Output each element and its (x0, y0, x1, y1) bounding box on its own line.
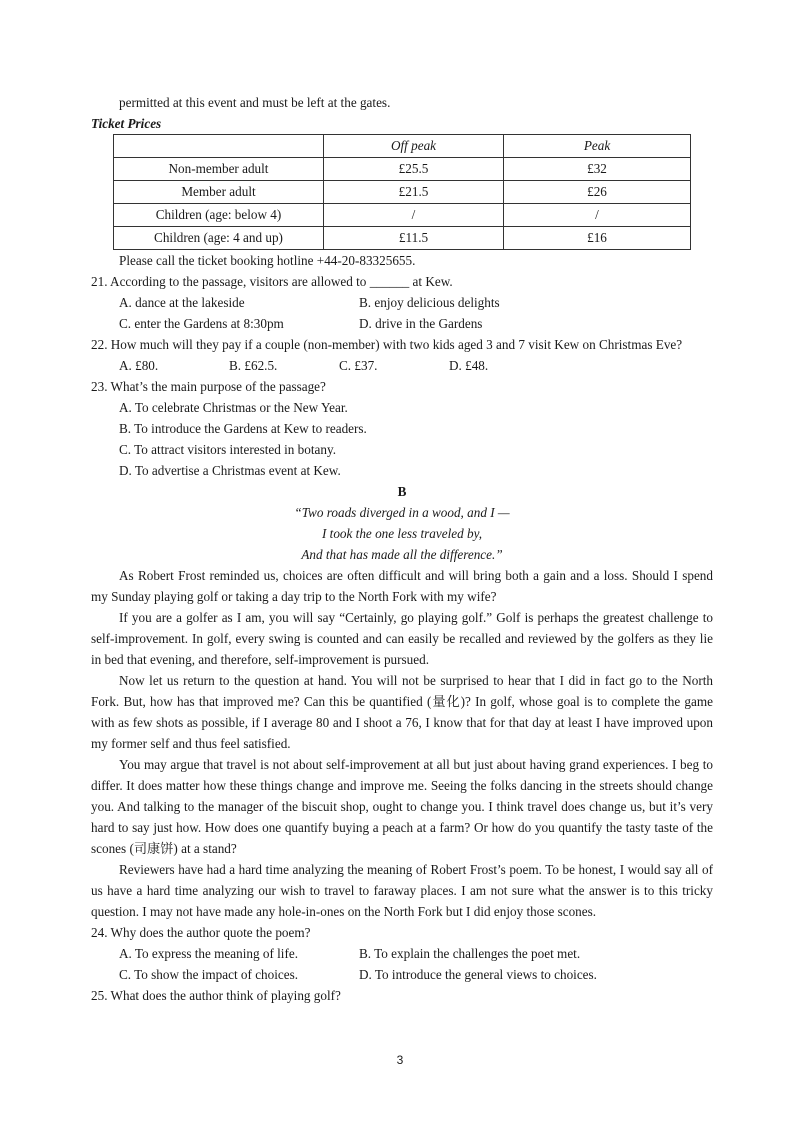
table-cell: £26 (504, 181, 691, 204)
table-cell: £32 (504, 158, 691, 181)
option-c[interactable]: C. £37. (339, 358, 378, 373)
exam-page (91, 92, 713, 1006)
poem-line: I took the one less traveled by, (321, 526, 483, 541)
option-a[interactable]: A. dance at the lakeside (119, 295, 245, 310)
poem-line: “Two roads diverged in a wood, and I — (294, 505, 510, 520)
passage-paragraph: You may argue that travel is not about self-improvement at all but just about having grand experiences. I beg to differ. It does matter how these things change and improve me. Seeing the folks dancing in the streets should change you. And talking to the manager of the biscuit shop, ought to change you. I think travel does change us, but it’s very hard to say just how. How does one quantify buying a peach at a farm? Or how do you quantify the tasty taste of the scones (司康饼) at a stand? (91, 757, 713, 856)
option-b[interactable]: B. enjoy delicious delights (359, 295, 500, 310)
passage-paragraph: If you are a golfer as I am, you will say “Certainly, go playing golf.” Golf is perhaps the greatest challenge to self-improvement. In golf, every swing is counted and can easily be recalled and reviewed by the golfers as they lie in bed that evening, and therefore, self-improvement is pursued. (91, 610, 713, 667)
hotline-note: Please call the ticket booking hotline +44-20-83325655. (119, 253, 416, 268)
table-cell: Children (age: 4 and up) (114, 227, 324, 250)
table-row (114, 181, 691, 204)
poem-line: And that has made all the difference.” (301, 547, 503, 562)
question-21-options-row-2 (91, 313, 713, 334)
table-cell: Non-member adult (114, 158, 324, 181)
question-25-stem: 25. What does the author think of playing golf? (91, 988, 341, 1003)
table-header-cell (114, 135, 324, 158)
question-24-options-row-1 (91, 943, 713, 964)
table-row (114, 227, 691, 250)
passage-paragraph: As Robert Frost reminded us, choices are often difficult and will bring both a gain and a loss. Should I spend my Sunday playing golf or taking a day trip to the North Fork with my wife? (91, 568, 713, 604)
option-b[interactable]: B. £62.5. (229, 358, 278, 373)
option-b[interactable]: B. To introduce the Gardens at Kew to readers. (119, 421, 367, 436)
option-d[interactable]: D. To advertise a Christmas event at Kew. (119, 463, 341, 478)
table-row (114, 158, 691, 181)
option-d[interactable]: D. drive in the Gardens (359, 316, 483, 331)
option-c[interactable]: C. To attract visitors interested in botany. (119, 442, 336, 457)
table-header-row (114, 135, 691, 158)
ticket-prices-table (113, 134, 691, 250)
option-b[interactable]: B. To explain the challenges the poet met. (359, 946, 581, 961)
table-cell: £16 (504, 227, 691, 250)
question-24-options-row-2 (91, 964, 713, 985)
table-cell: / (504, 204, 691, 227)
question-21-options-row-1 (91, 292, 713, 313)
option-d[interactable]: D. To introduce the general views to choices. (359, 967, 597, 982)
table-cell: £25.5 (324, 158, 504, 181)
section-b-label: B (397, 484, 407, 499)
intro-continuation: permitted at this event and must be left at the gates. (119, 95, 391, 110)
table-cell: Children (age: below 4) (114, 204, 324, 227)
table-header-cell: Off peak (324, 135, 504, 158)
page-number: 3 (396, 1053, 404, 1067)
table-cell: £21.5 (324, 181, 504, 204)
option-c[interactable]: C. enter the Gardens at 8:30pm (119, 316, 284, 331)
option-a[interactable]: A. To express the meaning of life. (119, 946, 299, 961)
question-21-stem: 21. According to the passage, visitors are allowed to ______ at Kew. (91, 274, 453, 289)
option-d[interactable]: D. £48. (449, 358, 489, 373)
option-a[interactable]: A. £80. (119, 358, 159, 373)
question-22-options (91, 355, 713, 376)
option-c[interactable]: C. To show the impact of choices. (119, 967, 299, 982)
question-22-stem: 22. How much will they pay if a couple (non-member) with two kids aged 3 and 7 visit Kew on Christmas Eve? (91, 337, 683, 352)
table-row (114, 204, 691, 227)
table-cell: £11.5 (324, 227, 504, 250)
passage-paragraph: Now let us return to the question at hand. You will not be surprised to hear that I did in fact go to the North Fork. But, how has that improved me? Can this be quantified (量化)? In golf, whose goal is to complete the game with as few shots as possible, if I average 80 and I shoot a 76, I know that for that day at least I have improved upon my former self and thus feel satisfied. (91, 673, 713, 751)
passage-paragraph: Reviewers have had a hard time analyzing the meaning of Robert Frost’s poem. To be honest, I would say all of us have a hard time analyzing our wish to travel to faraway places. I am not sure what the answer is to this tricky question. I may not have made any hole-in-ones on the North Fork but I did enjoy those scones. (91, 862, 713, 919)
ticket-prices-heading: Ticket Prices (91, 116, 162, 131)
table-cell: Member adult (114, 181, 324, 204)
question-24-stem: 24. Why does the author quote the poem? (91, 925, 311, 940)
table-cell: / (324, 204, 504, 227)
table-header-cell: Peak (504, 135, 691, 158)
question-23-stem: 23. What’s the main purpose of the passage? (91, 379, 326, 394)
option-a[interactable]: A. To celebrate Christmas or the New Year. (119, 400, 348, 415)
